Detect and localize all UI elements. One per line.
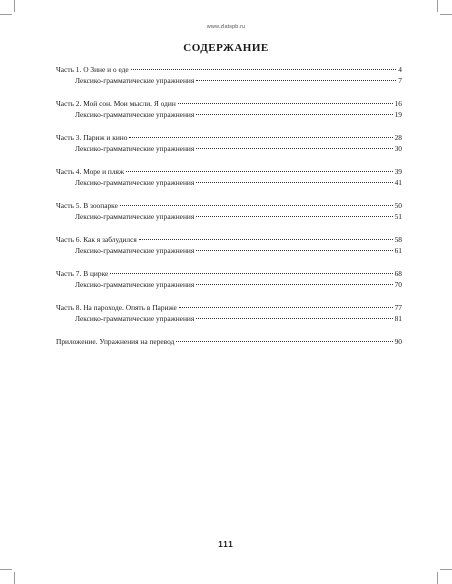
- toc-entry-title: Часть 8. На пароходе. Опять в Париже: [56, 303, 177, 312]
- toc-entry-exercises[interactable]: [56, 110, 402, 121]
- toc-entry-exercises[interactable]: [56, 178, 402, 189]
- toc-entry-title: Часть 4. Море и пляж: [56, 167, 125, 176]
- crop-mark-top-right-h: [440, 14, 452, 15]
- toc-entry-title: Лексико-грамматические упражнения: [75, 211, 195, 221]
- toc-entry-page: 30: [394, 143, 402, 153]
- toc-entry-title: Часть 5. В зоопарке: [56, 201, 118, 210]
- crop-mark-top-left-h: [0, 14, 12, 15]
- dot-leader: [196, 114, 392, 115]
- dot-leader: [176, 341, 392, 342]
- page-title: СОДЕРЖАНИЕ: [183, 42, 269, 54]
- toc-entry-part[interactable]: [56, 235, 402, 246]
- toc-group-part-7: [56, 269, 402, 290]
- crop-mark-top-right-v: [437, 0, 438, 12]
- dot-leader: [196, 182, 392, 183]
- toc-entry-page: 41: [394, 177, 402, 187]
- toc-group-part-2: [56, 99, 402, 120]
- toc-entry-title: Приложение. Упражнения на перевод: [56, 337, 175, 346]
- dot-leader: [196, 250, 392, 251]
- toc-group-part-4: [56, 167, 402, 188]
- dot-leader: [110, 273, 392, 274]
- dot-leader: [178, 103, 393, 104]
- dot-leader: [126, 171, 393, 172]
- crop-mark-bottom-right-v: [437, 572, 438, 584]
- dot-leader: [129, 137, 392, 138]
- toc-entry-part[interactable]: [56, 167, 402, 178]
- crop-mark-bottom-left-v: [14, 572, 15, 584]
- toc-entry-page: 16: [394, 99, 402, 108]
- toc-entry-title: Лексико-грамматические упражнения: [75, 313, 195, 323]
- toc-entry-part[interactable]: [56, 269, 402, 280]
- crop-mark-bottom-right-h: [440, 569, 452, 570]
- toc-entry-appendix[interactable]: [56, 337, 402, 348]
- toc-entry-part[interactable]: [56, 303, 402, 314]
- toc-entry-title: Лексико-грамматические упражнения: [75, 279, 195, 289]
- toc-entry-title: Лексико-грамматические упражнения: [75, 245, 195, 255]
- dot-leader: [196, 284, 392, 285]
- dot-leader: [120, 205, 393, 206]
- crop-mark-top-left-v: [14, 0, 15, 12]
- toc-entry-page: 58: [394, 235, 402, 244]
- toc-group-part-8: [56, 303, 402, 324]
- toc-entry-page: 7: [398, 75, 402, 85]
- toc-group-part-6: [56, 235, 402, 256]
- toc-entry-part[interactable]: [56, 201, 402, 212]
- toc-entry-page: 28: [394, 133, 402, 142]
- crop-mark-bottom-left-h: [0, 569, 12, 570]
- page-number: 111: [218, 540, 234, 549]
- toc-entry-page: 90: [394, 337, 402, 346]
- toc-entry-title: Лексико-грамматические упражнения: [75, 143, 195, 153]
- dot-leader: [131, 69, 397, 70]
- toc-entry-title: Часть 6. Как я заблудился: [56, 235, 137, 244]
- toc-group-appendix: [56, 337, 402, 348]
- dot-leader: [196, 80, 396, 81]
- toc-group-part-5: [56, 201, 402, 222]
- toc-entry-page: 70: [394, 279, 402, 289]
- table-of-contents: [56, 65, 402, 361]
- toc-group-part-1: [56, 65, 402, 86]
- toc-entry-exercises[interactable]: [56, 144, 402, 155]
- toc-entry-page: 68: [394, 269, 402, 278]
- toc-entry-page: 61: [394, 245, 402, 255]
- toc-entry-page: 19: [394, 109, 402, 119]
- toc-entry-part[interactable]: [56, 65, 402, 76]
- dot-leader: [139, 239, 393, 240]
- toc-entry-page: 81: [394, 313, 402, 323]
- toc-group-part-3: [56, 133, 402, 154]
- toc-entry-title: Часть 1. О Зине и о еде: [56, 65, 129, 74]
- toc-entry-exercises[interactable]: [56, 246, 402, 257]
- dot-leader: [196, 318, 392, 319]
- toc-entry-title: Лексико-грамматические упражнения: [75, 109, 195, 119]
- toc-entry-exercises[interactable]: [56, 76, 402, 87]
- toc-entry-page: 50: [394, 201, 402, 210]
- toc-entry-part[interactable]: [56, 99, 402, 110]
- toc-entry-page: 77: [394, 303, 402, 312]
- site-watermark: www.zlatspb.ru: [206, 24, 246, 30]
- toc-entry-exercises[interactable]: [56, 212, 402, 223]
- toc-entry-title: Лексико-грамматические упражнения: [75, 177, 195, 187]
- dot-leader: [196, 148, 392, 149]
- toc-entry-page: 39: [394, 167, 402, 176]
- toc-entry-page: 4: [398, 65, 402, 74]
- toc-entry-exercises[interactable]: [56, 280, 402, 291]
- toc-entry-title: Лексико-грамматические упражнения: [75, 75, 195, 85]
- toc-entry-title: Часть 2. Мой сон. Мои мысли. Я один: [56, 99, 176, 108]
- dot-leader: [179, 307, 393, 308]
- toc-entry-title: Часть 3. Париж и кино: [56, 133, 128, 142]
- toc-entry-exercises[interactable]: [56, 314, 402, 325]
- toc-entry-part[interactable]: [56, 133, 402, 144]
- dot-leader: [196, 216, 392, 217]
- toc-entry-page: 51: [394, 211, 402, 221]
- toc-entry-title: Часть 7. В цирке: [56, 269, 109, 278]
